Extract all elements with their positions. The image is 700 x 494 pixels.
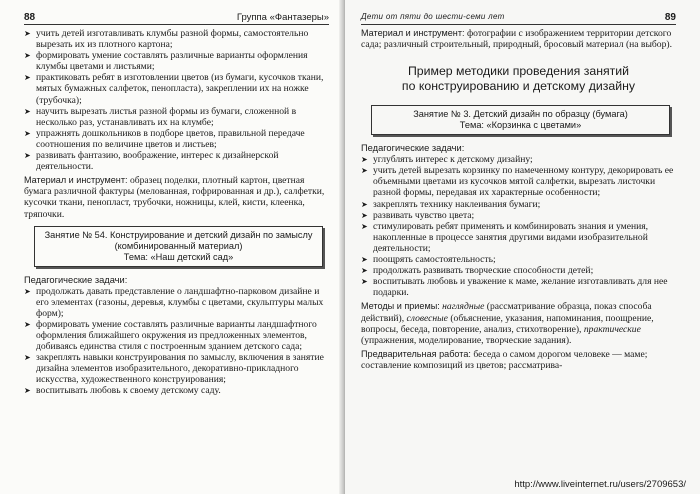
- method-visual-text: (рассматривание образца, показ способа действий),: [361, 301, 652, 324]
- bullet-item: [24, 72, 329, 105]
- bullet-item: [24, 286, 329, 319]
- left-header: [24, 12, 329, 25]
- bullet-text: продолжать давать представление о ландшафтно-парковом дизайне и его элементах (газоны, деревья, клумбы с цветами, скульптуры малых форм);: [36, 285, 324, 319]
- right-tasks-label: Педагогические задачи:: [361, 143, 465, 154]
- arrow-bullet-icon: ➤: [361, 155, 368, 165]
- bullet-text: практиковать ребят в изготовлении цветов (из бумаги, кусочков ткани, мятых бумажных салфеток, пенопласта), закреплении их на ножке (трубочка);: [36, 72, 324, 106]
- right-lesson-theme: Тема: «Корзинка с цветами»: [459, 120, 582, 131]
- bullet-item: [361, 254, 676, 265]
- right-materials-text: фотографии с изображением территории детского сада; различный строительный, природный, бросовый материал (на выбор).: [361, 28, 672, 51]
- method-verbal-text: (объяснение, указания, напоминания, поощрение, вопросы, беседа, повторение, анализ, стихотворение),: [361, 312, 654, 335]
- arrow-bullet-icon: ➤: [24, 319, 31, 329]
- section-title: [361, 64, 676, 93]
- methods-label: Методы и приемы:: [361, 301, 440, 312]
- arrow-bullet-icon: ➤: [24, 151, 31, 161]
- left-lesson-box: [34, 226, 323, 267]
- watermark-url: http://www.liveinternet.ru/users/2709653/: [514, 479, 686, 490]
- arrow-bullet-icon: ➤: [24, 128, 31, 138]
- prep-label: Предварительная работа:: [361, 348, 471, 359]
- prep-paragraph: [361, 349, 676, 371]
- left-materials-text: образец поделки, плотный картон, цветная бумага различной фактуры (мелованная, гофрированная и др.), салфетки, кусочки ткани, пенопласт, трубочки, ножницы, клей, кисти, клеенка, тряпочки.: [24, 175, 325, 220]
- bullet-text: формировать умение составлять различные варианты ландшафтного оформления ближайшего окружения из предложенных элементов, добиваясь единства стиля с построенным зданием детского сада;: [36, 318, 317, 353]
- bullet-text: углублять интерес к детскому дизайну;: [373, 154, 533, 166]
- bullet-text: научить вырезать листья разной формы из бумаги, сложенной в несколько раз, устанавливать их на клумбе;: [36, 105, 297, 128]
- left-lesson-subtitle: (комбинированный материал): [114, 240, 243, 251]
- left-tasks-label: Педагогические задачи:: [24, 274, 128, 285]
- bullet-item: [361, 199, 676, 210]
- arrow-bullet-icon: ➤: [361, 277, 368, 287]
- bullet-item: [24, 319, 329, 352]
- section-title-line1: Пример методики проведения занятий: [407, 64, 630, 79]
- bullet-item: [361, 165, 676, 198]
- right-lesson-box: [371, 105, 670, 135]
- method-practical: практические: [583, 323, 641, 335]
- left-lesson-theme: Тема: «Наш детский сад»: [123, 251, 234, 262]
- right-materials: [361, 28, 676, 50]
- right-materials-label: Материал и инструмент:: [361, 28, 465, 38]
- bullet-item: [361, 265, 676, 276]
- bullet-text: учить детей вырезать корзинку по намеченному контуру, декорировать ее объемными цветами из кусочков мятой салфетки, вырезать листочки разной формы, передавая их характерные особенности;: [373, 165, 674, 199]
- left-page-number: 88: [24, 12, 36, 23]
- arrow-bullet-icon: ➤: [361, 266, 368, 276]
- bullet-text: закреплять навыки конструирования по замыслу, включения в занятие дизайна элементов изобразительного, декоративно-прикладного искусства, художественного конструирования;: [36, 352, 324, 386]
- methods-paragraph: [361, 301, 676, 345]
- method-visual: наглядные: [442, 301, 485, 313]
- bullet-item: [24, 50, 329, 72]
- left-top-bullet-list: [24, 28, 329, 172]
- bullet-text: поощрять самостоятельность;: [373, 254, 496, 266]
- bullet-text: развивать чувство цвета;: [373, 209, 475, 221]
- arrow-bullet-icon: ➤: [24, 353, 31, 363]
- section-title-line2: по конструированию и детскому дизайну: [401, 78, 636, 93]
- bullet-text: упражнять дошкольников в подборе цветов, правильной передаче соотношения по величине цветов и листьев;: [36, 127, 305, 150]
- left-materials-label: Материал и инструмент:: [24, 175, 128, 186]
- arrow-bullet-icon: ➤: [361, 199, 368, 209]
- right-page-number: 89: [664, 12, 676, 23]
- bullet-text: закреплять технику наклеивания бумаги;: [373, 198, 541, 210]
- bullet-item: [361, 154, 676, 165]
- arrow-bullet-icon: ➤: [24, 51, 31, 61]
- arrow-bullet-icon: ➤: [24, 29, 31, 38]
- arrow-bullet-icon: ➤: [24, 73, 31, 83]
- arrow-bullet-icon: ➤: [361, 166, 368, 176]
- bullet-item: [361, 276, 676, 298]
- arrow-bullet-icon: ➤: [361, 221, 368, 231]
- bullet-text: воспитывать любовь и уважение к маме, желание изготавливать для нее подарки.: [373, 276, 668, 299]
- method-practical-text: (упражнения, моделирование, творческие задания).: [361, 334, 572, 346]
- arrow-bullet-icon: ➤: [24, 286, 31, 296]
- method-verbal: словесные: [406, 312, 448, 324]
- arrow-bullet-icon: ➤: [361, 255, 368, 265]
- bullet-text: учить детей изготавливать клумбы разной формы, самостоятельно вырезать их из плотного картона;: [36, 28, 309, 51]
- bullet-item: [361, 210, 676, 221]
- right-bullet-list: [361, 154, 676, 298]
- left-page: [0, 0, 345, 494]
- right-lesson-title: Занятие № 3. Детский дизайн по образцу (бумага): [413, 109, 628, 120]
- left-materials: [24, 175, 329, 219]
- bullet-text: продолжать развивать творческие способности детей;: [373, 265, 594, 277]
- bullet-item: [24, 385, 329, 396]
- bullet-item: [24, 128, 329, 150]
- bullet-item: [361, 221, 676, 254]
- bullet-text: стимулировать ребят применять и комбинировать знания и умения, накопленные в процессе занятия другими видами изобразительной деятельности;: [373, 220, 649, 254]
- bullet-item: [24, 28, 329, 50]
- arrow-bullet-icon: ➤: [24, 386, 31, 396]
- bullet-text: формировать умение составлять различные варианты оформления клумбы цветами и листьями;: [36, 50, 308, 73]
- left-lesson-title: Занятие № 54. Конструирование и детский дизайн по замыслу: [44, 229, 313, 240]
- bullet-item: [24, 150, 329, 172]
- bullet-text: развивать фантазию, воображение, интерес к дизайнерской деятельности.: [36, 150, 279, 173]
- right-header: [361, 12, 676, 25]
- bullet-text: воспитывать любовь к своему детскому саду.: [36, 385, 221, 397]
- arrow-bullet-icon: ➤: [24, 106, 31, 116]
- prep-text: беседа о самом дорогом человеке — маме; составление композиций из цветов; рассматрива-: [361, 348, 648, 371]
- bullet-item: [24, 352, 329, 385]
- left-bottom-bullet-list: [24, 286, 329, 397]
- arrow-bullet-icon: ➤: [361, 210, 368, 220]
- right-page: [345, 0, 700, 494]
- bullet-item: [24, 106, 329, 128]
- right-running-head: Дети от пяти до шести-семи лет: [361, 12, 505, 21]
- left-running-head: Группа «Фантазеры»: [236, 12, 329, 23]
